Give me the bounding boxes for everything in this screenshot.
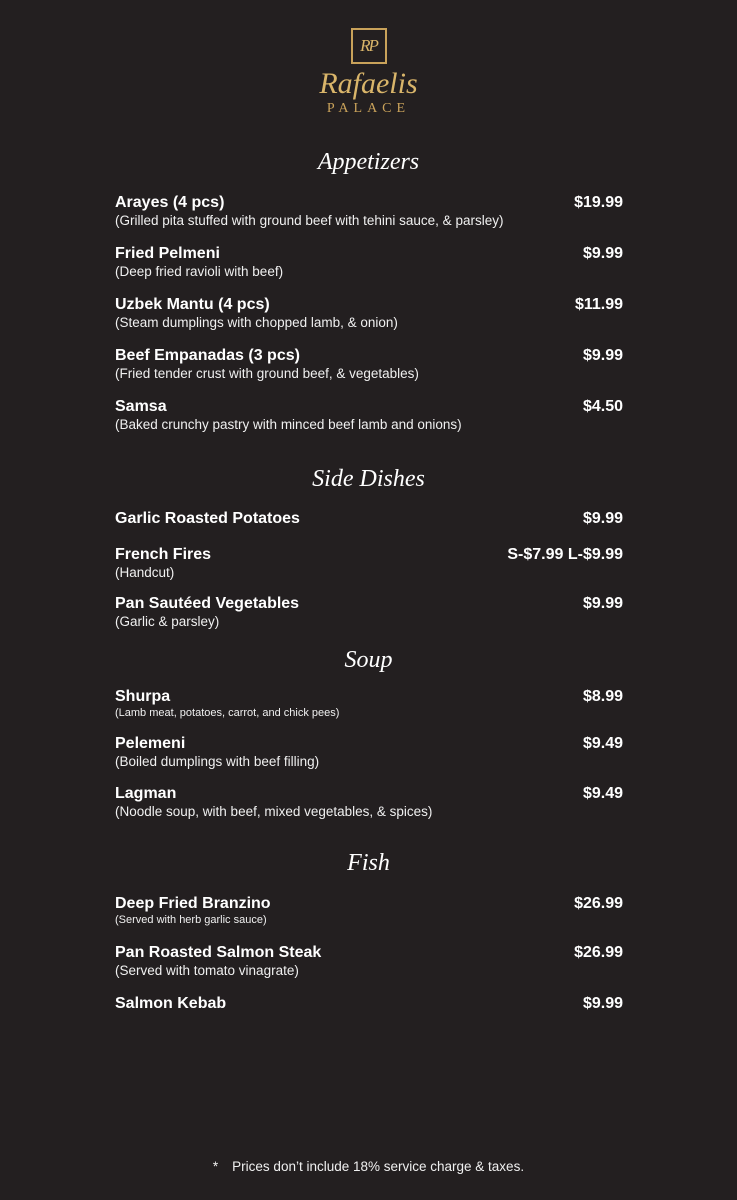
section-title-appetizers: Appetizers bbox=[317, 149, 420, 175]
menu-item-samsa bbox=[115, 397, 623, 433]
item-description: (Deep fried ravioli with beef) bbox=[115, 264, 284, 279]
item-price: $26.99 bbox=[574, 944, 623, 961]
item-description: (Baked crunchy pastry with minced beef lamb and onions) bbox=[115, 417, 462, 432]
menu-item-uzbek-mantu bbox=[115, 295, 623, 331]
item-name: French Fires bbox=[115, 546, 212, 563]
item-price: S-$7.99 L-$9.99 bbox=[507, 546, 623, 563]
item-name: Beef Empanadas (3 pcs) bbox=[115, 347, 300, 364]
brand-logo bbox=[0, 28, 737, 118]
menu-item-arayes bbox=[115, 193, 623, 229]
price-footnote bbox=[0, 1158, 737, 1175]
item-description: (Fried tender crust with ground beef, & vegetables) bbox=[115, 366, 419, 381]
section-title-soup: Soup bbox=[344, 647, 393, 673]
item-description: (Handcut) bbox=[115, 565, 175, 580]
brand-name: Rafaelis bbox=[319, 67, 418, 100]
footnote-text: Prices don’t include 18% service charge & taxes. bbox=[232, 1159, 525, 1174]
menu-item-pan-sauteed-vegetables bbox=[115, 594, 623, 630]
monogram-emblem: RP bbox=[351, 28, 387, 64]
item-name: Deep Fried Branzino bbox=[115, 895, 271, 912]
menu-item-lagman bbox=[115, 784, 623, 820]
item-name: Fried Pelmeni bbox=[115, 245, 220, 262]
item-description: (Served with tomato vinagrate) bbox=[115, 963, 299, 978]
item-name: Arayes (4 pcs) bbox=[115, 194, 225, 211]
footnote-marker: * bbox=[212, 1159, 219, 1174]
section-title-fish: Fish bbox=[347, 850, 390, 876]
item-price: $26.99 bbox=[574, 895, 623, 912]
item-price: $9.99 bbox=[582, 245, 623, 262]
section-title-side-dishes: Side Dishes bbox=[312, 466, 425, 492]
menu-item-garlic-roasted-potatoes bbox=[115, 509, 623, 528]
item-description: (Garlic & parsley) bbox=[115, 614, 220, 629]
item-description: (Boiled dumplings with beef filling) bbox=[115, 754, 320, 769]
item-price: $9.49 bbox=[582, 785, 623, 802]
item-description: (Served with herb garlic sauce) bbox=[115, 914, 267, 926]
item-name: Uzbek Mantu (4 pcs) bbox=[115, 296, 270, 313]
item-price: $19.99 bbox=[574, 194, 623, 211]
menu-item-beef-empanadas bbox=[115, 346, 623, 382]
item-name: Samsa bbox=[115, 398, 167, 415]
item-description: (Noodle soup, with beef, mixed vegetables, & spices) bbox=[115, 804, 433, 819]
item-description: (Lamb meat, potatoes, carrot, and chick pees) bbox=[115, 707, 340, 719]
menu-item-pelemeni bbox=[115, 734, 623, 770]
item-name: Garlic Roasted Potatoes bbox=[115, 510, 300, 527]
item-price: $9.99 bbox=[582, 510, 623, 527]
item-price: $9.99 bbox=[582, 347, 623, 364]
menu-item-pan-roasted-salmon-steak bbox=[115, 943, 623, 979]
item-name: Salmon Kebab bbox=[115, 995, 227, 1012]
item-description: (Steam dumplings with chopped lamb, & onion) bbox=[115, 315, 398, 330]
item-price: $8.99 bbox=[582, 688, 623, 705]
item-name: Pan Roasted Salmon Steak bbox=[115, 944, 322, 961]
menu-item-salmon-kebab bbox=[115, 994, 623, 1013]
item-price: $9.49 bbox=[582, 735, 623, 752]
brand-subtitle: PALACE bbox=[326, 101, 411, 116]
item-price: $9.99 bbox=[582, 995, 623, 1012]
menu-item-french-fires bbox=[115, 545, 623, 581]
item-name: Shurpa bbox=[115, 688, 171, 705]
item-name: Lagman bbox=[115, 785, 177, 802]
item-price: $4.50 bbox=[582, 398, 623, 415]
item-price: $11.99 bbox=[574, 296, 623, 313]
item-name: Pelemeni bbox=[115, 735, 186, 752]
item-price: $9.99 bbox=[582, 595, 623, 612]
menu-item-shurpa bbox=[115, 687, 623, 720]
menu-item-fried-pelmeni bbox=[115, 244, 623, 280]
menu-item-deep-fried-branzino bbox=[115, 894, 623, 927]
item-name: Pan Sautéed Vegetables bbox=[115, 595, 300, 612]
item-description: (Grilled pita stuffed with ground beef with tehini sauce, & parsley) bbox=[115, 213, 504, 228]
